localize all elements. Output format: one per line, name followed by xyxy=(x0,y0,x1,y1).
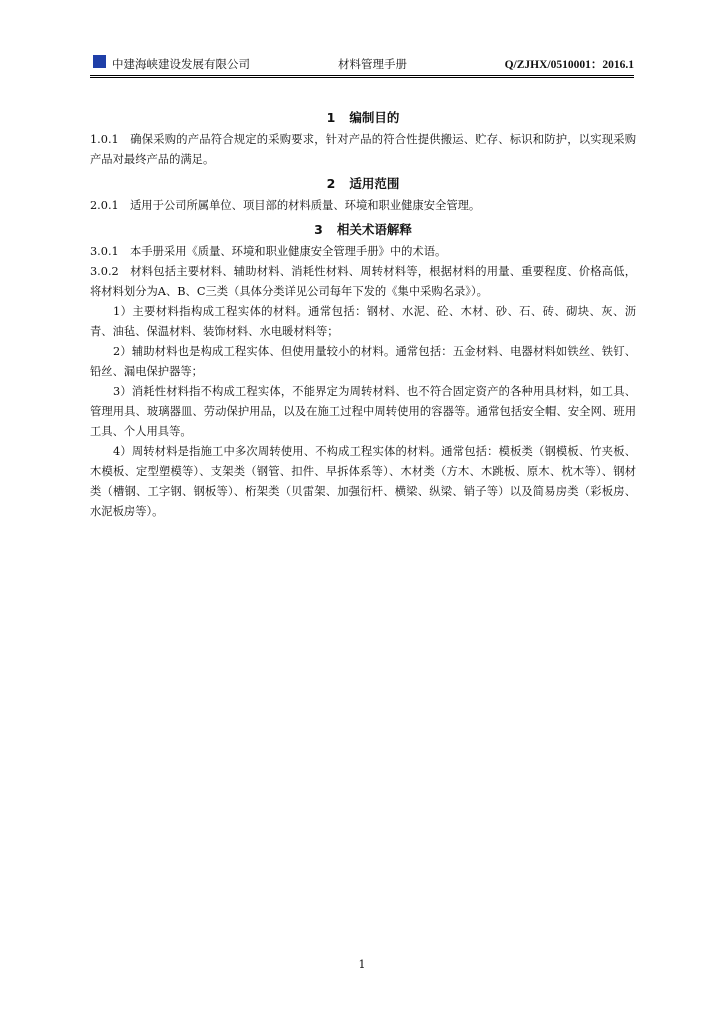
header-rule xyxy=(90,75,634,76)
list-item-consumable-materials: 3）消耗性材料指不构成工程实体，不能界定为周转材料、也不符合固定资产的各种用具材料，如工具、管理用具、玻璃器皿、劳动保护用品，以及在施工过程中周转使用的容器等。通常包括安全帽、安全网、班用工具、个人用具等。 xyxy=(90,385,636,438)
list-item-auxiliary-materials: 2）辅助材料也是构成工程实体、但使用量较小的材料。通常包括：五金材料、电器材料如铁丝、铁钉、铅丝、漏电保护器等； xyxy=(90,345,636,378)
header-rule-thin xyxy=(90,77,634,78)
clause-3-0-2: 3.0.2 材料包括主要材料、辅助材料、消耗性材料、周转材料等，根据材料的用量、重要程度、价格高低，将材料划分为A、B、C三类（具体分类详见公司每年下发的《集中采购名录》）。 xyxy=(90,265,636,298)
section-heading-2: 2 适用范围 xyxy=(326,176,400,191)
list-item-turnover-materials: 4）周转材料是指施工中多次周转使用、不构成工程实体的材料。通常包括：模板类（钢模板、竹夹板、木模板、定型塑模等）、支架类（钢管、扣件、早拆体系等）、木材类（方木、木跳板、原木、枕木等）、钢材类（槽钢、工字钢、钢板等）、桁架类（贝雷架、加强衍杆、横梁、纵梁、销子等）以及简易房类（彩板房、水泥板房等）。 xyxy=(90,445,636,518)
company-name: 中建海峡建设发展有限公司 xyxy=(112,57,250,71)
list-item-main-materials: 1）主要材料指构成工程实体的材料。通常包括：钢材、水泥、砼、木材、砂、石、砖、砌块、灰、沥青、油毡、保温材料、装饰材料、水电暖材料等； xyxy=(90,305,636,338)
clause-2-0-1: 2.0.1 适用于公司所属单位、项目部的材料质量、环境和职业健康安全管理。 xyxy=(90,199,481,212)
section-heading-3: 3 相关术语解释 xyxy=(314,222,412,237)
clause-1-0-1: 1.0.1 确保采购的产品符合规定的采购要求，针对产品的符合性提供搬运、贮存、标识和防护，以实现采购产品对最终产品的满足。 xyxy=(90,133,636,166)
clause-3-0-1: 3.0.1 本手册采用《质量、环境和职业健康安全管理手册》中的术语。 xyxy=(90,245,447,258)
section-heading-1: 1 编制目的 xyxy=(326,110,400,125)
document-code: Q/ZJHX/0510001：2016.1 xyxy=(504,59,634,71)
document-body xyxy=(90,106,636,522)
page-number: 1 xyxy=(358,958,366,971)
company-logo-icon xyxy=(93,55,106,68)
manual-title: 材料管理手册 xyxy=(338,57,407,71)
page-header xyxy=(90,52,634,76)
